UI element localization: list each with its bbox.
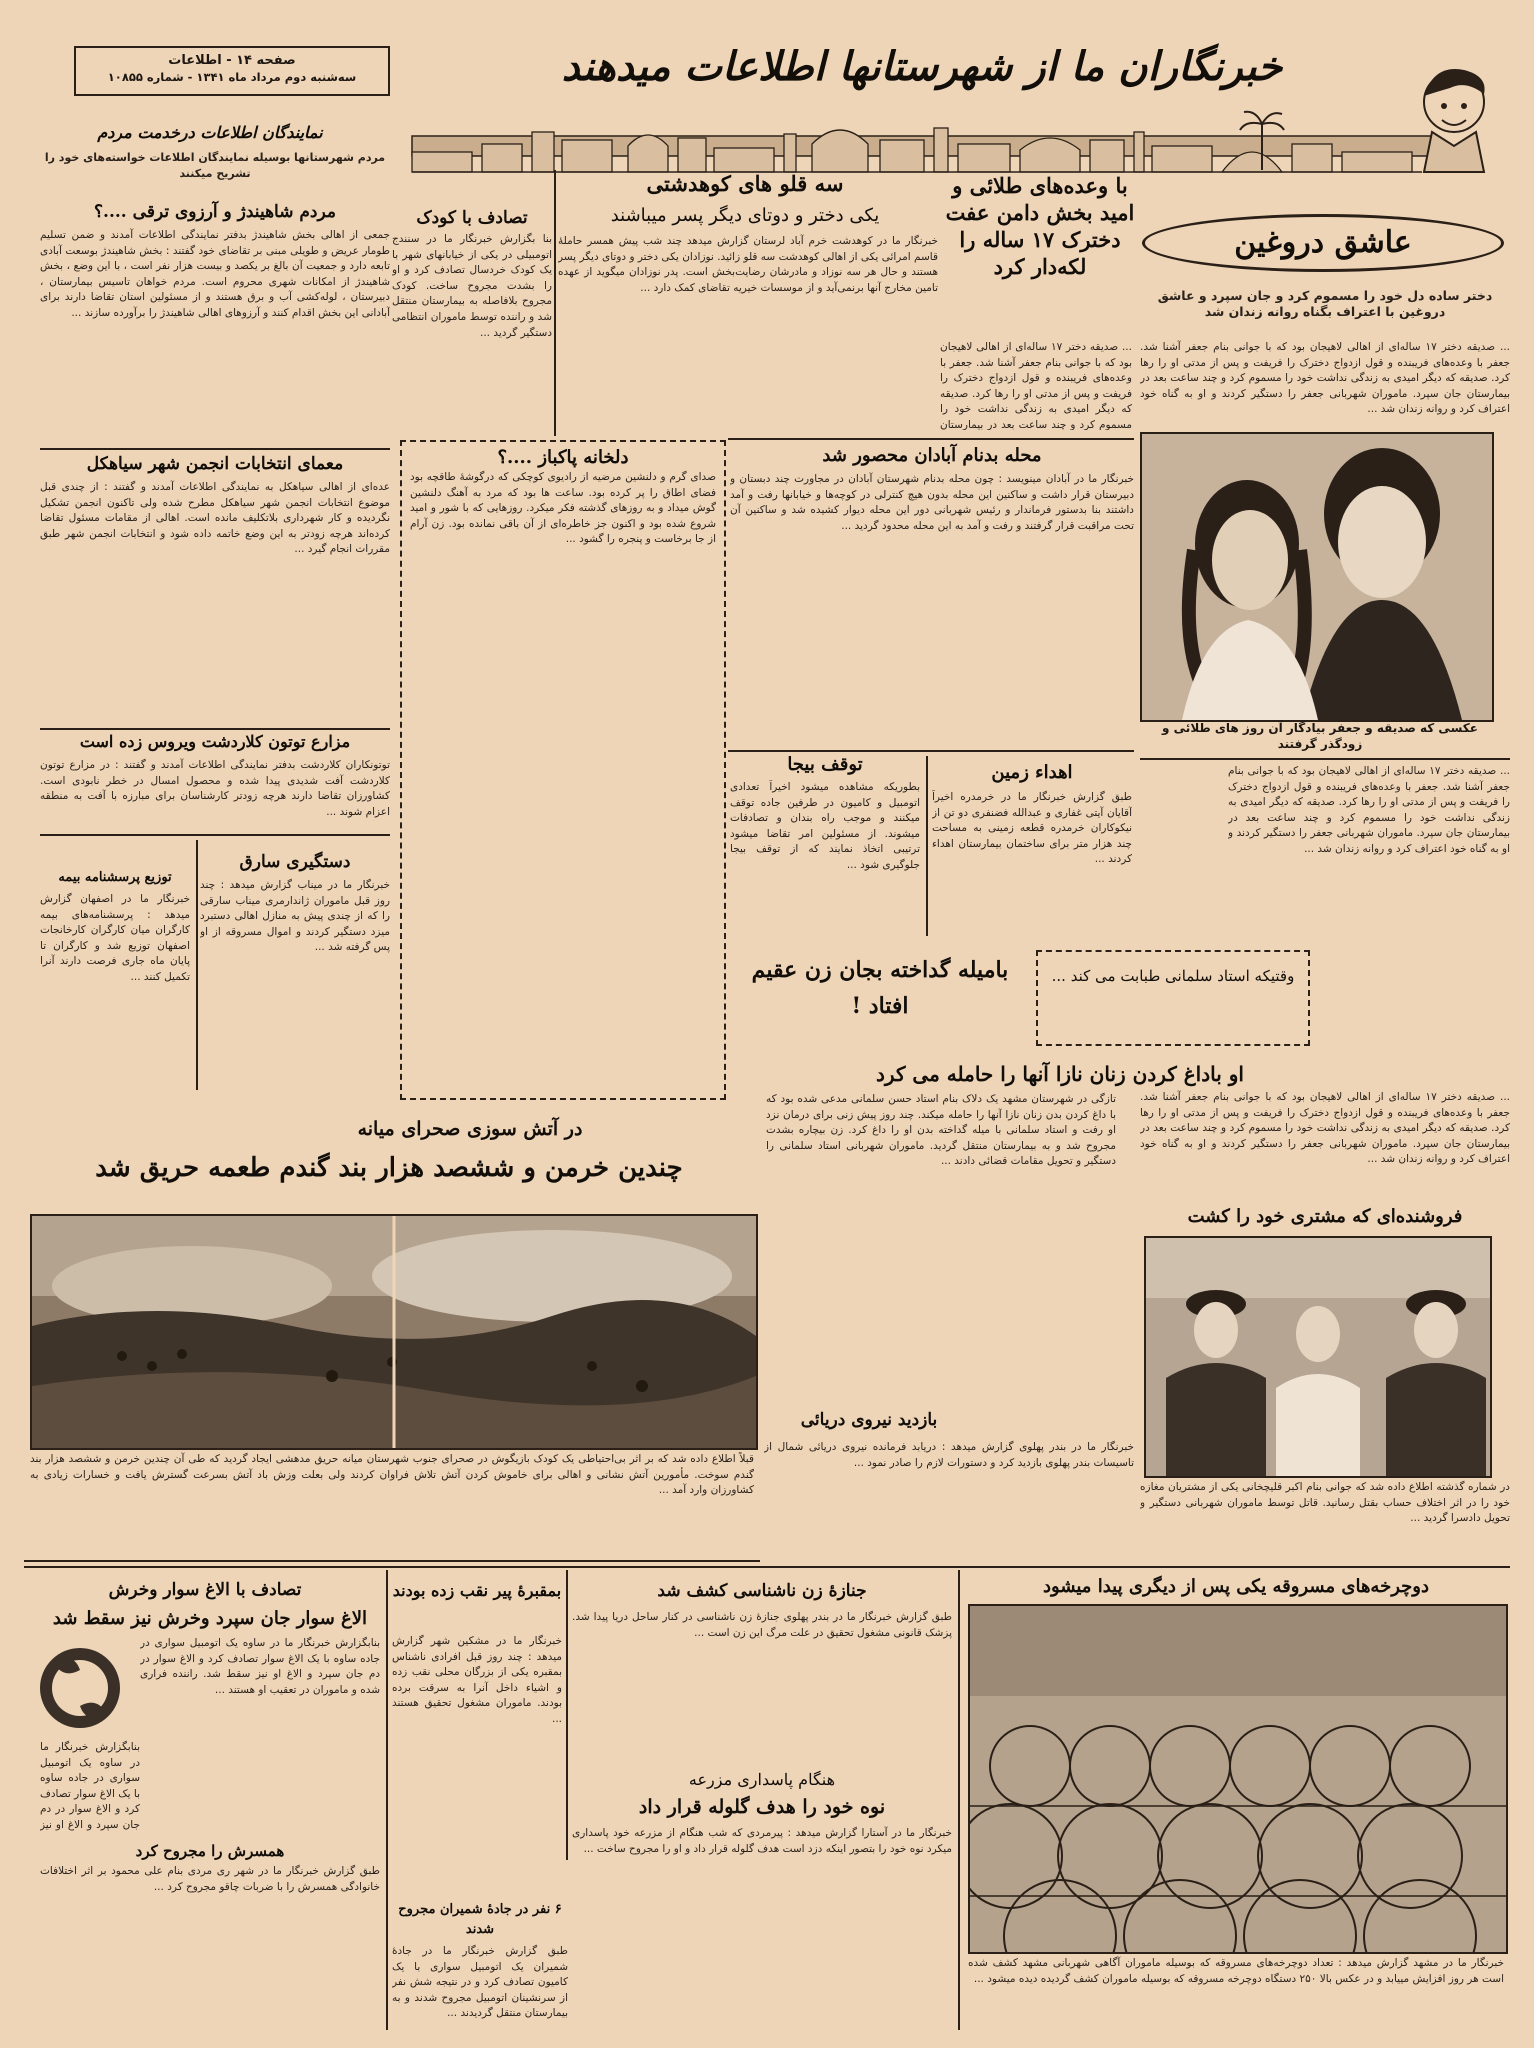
shahindezh-body: جمعی از اهالی بخش شاهیندژ بدفتر نمایندگی اطلاعات آمدند و ضمن تسلیم طومار عریض و طویلی مبنی بر تقاضای خود گفتند : بخش شاهیندژ بوسعت آبادی تابعه دارد و جمعیت آن بالغ بر یکصد و بیست هزار نفر است ، با این وضع ، بخش شاهیندژ از امکانات شهری محروم است. مردم خواهان تاسیس بیمارستان ، دبیرستان ، لوله‌کشی آب و برق هستند و از مسئولین استان تقاضا دارند برای آبادانی این بخش اقدام کنند و آرزوهای اهالی شاهیندژ را برآورده سازند ... (40, 229, 390, 319)
mazraeh-deck: هنگام پاسداری مزرعه (688, 1770, 836, 1789)
accident-child-body: بنا بگزارش خبرنگار ما در سنندج اتومبیلی در یکی از خیابانهای شهر با یک کودک خردسال تصادف کرد و او را بشدت مجروح ساخت. کودک مجروح بلافاصله به بیمارستان منتقل شد و راننده توسط ماموران انتظامی دستگیر گردید ... (392, 233, 552, 339)
hamsar-body: طبق گزارش خبرنگار ما در شهر ری مردی بنام علی محمود بر اثر اختلافات خانوادگی همسرش را با ضربات چاقو مجروح کرد ... (40, 1865, 380, 1893)
divider (1140, 758, 1510, 760)
bicycles-caption: خبرنگار ما در مشهد گزارش میدهد : تعداد دوچرخه‌های مسروقه که بوسیله ماموران آگاهی شهربانی مشهد کشف شده است هر روز افزایش مییابد و در عکس بالا ۲۵۰ دستگاه دوچرخه مسروقه که بوسیله ماموران کشف گردیده دیده میشود ... (968, 1957, 1504, 1985)
ashegh-body-col2: ... صدیقه دختر ۱۷ ساله‌ای از اهالی لاهیجان بود که با جوانی بنام جعفر آشنا شد. جعفر با وعده‌های فریبنده و قول ازدواج دخترک را فریفت و پس از مدتی او را رها کرد. صدیقه که دیگر امیدی به زندگی نداشت خود را مسموم کرد و چند ساعت بعد در بیمارستان (940, 341, 1132, 430)
police-photo (1144, 1236, 1492, 1478)
sixinjured-body: طبق گزارش خبرنگار ما در جادهٔ شمیران یک اتومبیل سواری با یک کامیون تصادف کرد و در نتیجه شش نفر از سرنشینان اتومبیل مجروح شدند و به بیمارستان منتقل گردیدند ... (392, 1945, 568, 2020)
ashegh-body-continued: ... صدیقه دختر ۱۷ ساله‌ای از اهالی لاهیجان بود که با جوانی بنام جعفر آشنا شد. جعفر با وعده‌های فریبنده و قول ازدواج دخترک را فریفت و پس از مدتی او را رها کرد. صدیقه که دیگر امیدی به زندگی نداشت خود را مسموم کرد و چند ساعت بعد در بیمارستان جان سپرد. ماموران شهربانی جعفر را دستگیر کردند و او به گناه خود اعتراف کرد و روانه زندان شد ... (1228, 765, 1510, 855)
sarigh-body: خبرنگار ما در میناب گزارش میدهد : چند روز قبل ماموران ژاندارمری میناب سارقی را که از چندی پیش به منازل اهالی دستبرد میزد دستگیر کردند و اموال مسروقه از او پس گرفته شد ... (200, 879, 390, 954)
tavaghof-title: توقف بیجا (787, 754, 863, 775)
sarigh-title: دستگیری سارق (239, 852, 351, 872)
janazeh-body: طبق گزارش خبرنگار ما در بندر پهلوی جنازهٔ زن ناشناسی در کنار ساحل دریا پیدا شد. پزشک قانونی مشغول تحقیق در علت مرگ این زن است ... (572, 1611, 952, 1639)
mazraeh-body: خبرنگار ما در آستارا گزارش میدهد : پیرمردی که شب هنگام از مزرعه خود پاسداری میکرد نوه خود را بتصور اینکه دزد است هدف گلوله قرار داد و او را مجروح ساخت ... (572, 1827, 952, 1855)
abadan-body: خبرنگار ما در آبادان مینویسد : چون محله بدنام شهرستان آبادان در مجاورت چند دبستان و دبیرستان قرار داشت و ساکنین این محله بدون هیچ کنترلی در کوچه‌ها و خیابانها رفت و آمد داشتند بنا بدستور فرماندار و رئیس شهربانی دور این محله دیوار کشیده شد و ساکنین آن تحت مراقبت قرار گرفتند و رفت و آمد به این محله محدود گردید ... (730, 473, 1134, 532)
abadan-title: محله بدنام آبادان محصور شد (822, 445, 1042, 466)
bicycles-title: دوچرخه‌های مسروقه یکی پس از دیگری پیدا میشود (1043, 1576, 1429, 1597)
ehda-title: اهداء زمین (991, 762, 1073, 783)
ashegh-headline: با وعده‌های طلائی و امید بخش دامن عفت دخترک ۱۷ ساله را لکه‌دار کرد (945, 173, 1135, 279)
naval-body: خبرنگار ما در بندر پهلوی گزارش میدهد : دریابد فرمانده نیروی دریائی شمال از تاسیسات بندر پهلوی بازدید کرد و دستورات لازم را صادر نمود ... (764, 1441, 1134, 1469)
badagh-title: او باداغ کردن زنان نازا آنها را حامله می کرد (876, 1062, 1244, 1086)
kalardasht-body: توتونکاران کلاردشت بدفتر نمایندگی اطلاعات آمدند و گفتند : در مزارع توتون کلاردشت آفت شدیدی پیدا شده و محصول امسال در خطر نابودی است. کشاورزان تقاضا دارند هرچه زودتر کارشناسان برای مبارزه با آفت به منطقه اعزام شوند ... (40, 759, 390, 818)
fire-headline: چندین خرمن و ششصد هزار بند گندم طعمه حریق شد (95, 1153, 683, 1183)
service-title: نمایندگان اطلاعات درخدمت مردم (97, 123, 323, 142)
shahindezh-title: مردم شاهیندژ و آرزوی ترقی ....؟ (94, 202, 336, 222)
tavaghof-body: بطوریکه مشاهده میشود اخیراً تعدادی اتومبیل و کامیون در طرفین جاده توقف میکنند و موجب راه بندان و تصادفات میشوند. از مسئولین امر تقاضا میشود ترتیبی اتخاذ نمایند که از توقف بیجا جلوگیری شود ... (730, 781, 920, 871)
bimeh-title: توزیع پرسشنامه بیمه (58, 870, 172, 885)
fire-body: قبلاً اطلاع داده شد که بر اثر بی‌احتیاطی یک کودک بازیگوش در صحرای جنوب شهرستان میانه حریق مدهشی ایجاد گردید که طی آن چندین خرمن و ششصد هزار بند گندم سوخت. مأمورین آتش نشانی و اهالی برای خاموش کردن آتش تلاش فراوان کردند ولی بعلت وزش باد آتش بسرعت گسترش یافت و خسارات زیادی به کشاورزان وارد آمد ... (30, 1453, 754, 1497)
ashegh-title: عاشق دروغین (1234, 225, 1412, 260)
divider (40, 834, 390, 836)
donkey-headline: تصادف با الاغ سوار وخرش (108, 1580, 302, 1600)
janazeh-title: جنازهٔ زن ناشناسی کشف شد (657, 1581, 867, 1601)
triplets-body: خبرنگار ما در کوهدشت خرم آباد لرستان گزارش میدهد چند شب پیش همسر حاملهٔ قاسم امرائی یکی از اهالی کوهدشت سه قلو زائید. نوزادان یکی دختر و دوتای دیگر پسر هستند و حال هر سه نوزاد و مادرشان رضایت‌بخش است. پدر نوزادان میگوید از عهده تامین مخارج آنها برنمی‌آید و از موسسات خیریه تقاضای کمک دارد ... (558, 235, 938, 294)
page-info: صفحه ۱۴ - اطلاعات (168, 53, 296, 68)
kalardasht-title: مزارع توتون کلاردشت ویروس زده است (79, 732, 351, 751)
header-box (74, 46, 390, 96)
badagh-body-col3: ... صدیقه دختر ۱۷ ساله‌ای از اهالی لاهیجان بود که با جوانی بنام جعفر آشنا شد. جعفر با وعده‌های فریبنده و قول ازدواج دخترک را فریفت و پس از مدتی او را رها کرد. صدیقه که دیگر امیدی به زندگی نداشت خود را مسموم کرد و چند ساعت بعد در بیمارستان جان سپرد. ماموران شهربانی جعفر را دستگیر کردند و او به گناه خود اعتراف کرد و روانه زندان شد ... (1140, 1091, 1510, 1166)
donkey-title: الاغ سوار جان سپرد وخرش نیز سقط شد (52, 1608, 368, 1629)
bamyeh-headline: بامیله گداخته بجان زن عقیم افتاد ! (751, 957, 1009, 1019)
ashegh-deck: دختر ساده دل خود را مسموم کرد و جان سپرد و عاشق دروغین با اعتراف بگناه روانه زندان شد (1157, 288, 1493, 319)
dolkhaneh-body: صدای گرم و دلنشین مرضیه از رادیوی کوچکی که درگوشهٔ طاقچه بود فضای اطاق را پر کرده بود. ساعت ها بود که مرد به آهنگ دلنشین گوش میداد و به روزهای گذشته فکر میکرد. روزهایی که با شور و امید شروع شده بود و اکنون جز خاطره‌ای از آن باقی نمانده بود. زن آرام از جا برخاست و پنجره را گشود ... (410, 471, 716, 546)
sixinjured-title: ۶ نفر در جادهٔ شمیران مجروح شدند (398, 1902, 562, 1937)
ehda-body: طبق گزارش خبرنگار ما در خرمدره اخیراً آقایان آیتی غفاری و عبدالله فضنفری دو تن از نیکوکاران خرمدره قطعه زمینی به مساحت چند هزار متر برای ساختمان بیمارستان اهداء کردند ... (932, 791, 1132, 866)
couple-caption: عکسی که صدیقه و جعفر بیادگار آن روز های طلائی و زودگذر گرفتند (1162, 721, 1478, 751)
hamsar-title: همسرش را مجروح کرد (135, 1842, 285, 1860)
seller-body: در شماره گذشته اطلاع داده شد که جوانی بنام اکبر قلیچخانی یکی از مشتریان مغازه خود را در اثر اختلاف حساب بقتل رسانید. قاتل توسط ماموران شهربانی دستگیر و تحویل دادسرا گردید ... (1140, 1481, 1510, 1525)
bamyeh-side: وقتیکه استاد سلمانی طبابت می کند ... (1051, 967, 1295, 985)
divider (196, 840, 198, 1090)
siahkal-title: معمای انتخابات انجمن شهر سیاهکل (86, 454, 344, 474)
mazraeh-title: نوه خود را هدف گلوله قرار داد (638, 1796, 886, 1818)
date-info: سه‌شنبه دوم مرداد ماه ۱۳۴۱ - شماره ۱۰۸۵۵ (107, 70, 357, 84)
bicycles-photo (968, 1604, 1508, 1954)
divider (40, 448, 390, 450)
siahkal-body: عده‌ای از اهالی سیاهکل به نمایندگی اطلاعات آمدند و گفتند : از چندی قبل موضوع انتخابات انجمن شهر سیاهکل مطرح شده ولی تاکنون انجمن تشکیل نگردیده و کار شهرداری بلاتکلیف مانده است. اهالی از مقامات مسئول تقاضا کرده‌اند هرچه زودتر به این وضع خاتمه داده شود و انتخابات انجمن شهر طبق مقررات انجام گیرد ... (40, 481, 390, 556)
donkey-body-col2: بنابگزارش خبرنگار ما در ساوه یک اتومبیل سواری در جاده ساوه با یک الاغ سوار تصادف کرد و الاغ سوار در دم جان سپرد و الاغ او نیز (40, 1741, 140, 1831)
divider (566, 1570, 568, 1860)
divider (24, 1560, 760, 1562)
maqbareh-body: خبرنگار ما در مشکین شهر گزارش میدهد : چند روز قبل افرادی ناشناس بمقبره یکی از بزرگان محلی نقب زده و اشیاء داخل آنرا به سرقت برده بودند. ماموران مشغول تحقیق هستند ... (392, 1635, 562, 1725)
badagh-body: تازگی در شهرستان مشهد یک دلاک بنام استاد حسن سلمانی مدعی شده بود که با داغ کردن بدن زنان نازا آنها را حامله میکند. چند روز پیش زنی برای درمان نزد او رفت و استاد سلمانی با میله گداخته بدن او را داغ کرد. زن بیچاره بشدت مجروح شد و به بیمارستان منتقل گردید. ماموران شهربانی استاد سلمانی را دستگیر و تحویل مقامات قضائی دادند ... (766, 1093, 1116, 1168)
dolkhaneh-title: دلخانه پاکباز ....؟ (497, 447, 629, 468)
divider (24, 1566, 1510, 1568)
bamyeh-side-box (1036, 950, 1310, 1046)
fire-subtitle: در آتش سوزی صحرای میانه (357, 1118, 583, 1140)
divider (926, 756, 928, 936)
triplets-subtitle: یکی دختر و دوتای دیگر پسر میباشند (610, 205, 880, 226)
divider (554, 170, 556, 436)
service-subtitle: مردم شهرستانها بوسیله نمایندگان اطلاعات خواسته‌های خود را تشریح میکنند (44, 151, 386, 180)
naval-title: بازدید نیروی دریائی (800, 1410, 938, 1430)
ashegh-oval (1142, 214, 1504, 272)
fire-photo (30, 1214, 758, 1450)
masthead-title: خبرنگاران ما از شهرستانها اطلاعات میدهند (561, 43, 1283, 90)
triplets-title: سه قلو های کوهدشتی (646, 171, 844, 196)
accident-child-title: تصادف با کودک (416, 208, 528, 228)
divider (386, 1570, 388, 2030)
divider (958, 1570, 960, 2030)
couple-photo (1140, 432, 1494, 722)
divider (728, 438, 1134, 440)
maqbareh-title: بمقبرهٔ پیر نقب زده بودند (392, 1581, 562, 1600)
dolkhaneh-box (400, 440, 726, 1100)
bimeh-body: خبرنگار ما در اصفهان گزارش میدهد : پرسشنامه‌های بیمه کارگران میان کارگران کارخانجات اصفهان توزیع شد و کارگران تا پایان ماه جاری فرصت دارند آنرا تکمیل کنند ... (40, 893, 190, 983)
saveh-logo (32, 1640, 128, 1736)
ashegh-body: ... صدیقه دختر ۱۷ ساله‌ای از اهالی لاهیجان بود که با جوانی بنام جعفر آشنا شد. جعفر با وعده‌های فریبنده و قول ازدواج دخترک را فریفت و پس از مدتی او را رها کرد. صدیقه که دیگر امیدی به زندگی نداشت خود را مسموم کرد و چند ساعت بعد در بیمارستان جان سپرد. ماموران شهربانی جعفر را دستگیر کردند و او به گناه خود اعتراف کرد و روانه زندان شد ... (1140, 341, 1510, 416)
donkey-body: بنابگزارش خبرنگار ما در ساوه یک اتومبیل سواری در جاده ساوه با یک الاغ سوار تصادف کرد و الاغ سوار در دم جان سپرد و الاغ او نیز سقط شد. راننده فراری شده و ماموران در تعقیب او هستند ... (140, 1637, 380, 1696)
seller-title: فروشنده‌ای که مشتری خود را کشت (1187, 1206, 1463, 1227)
